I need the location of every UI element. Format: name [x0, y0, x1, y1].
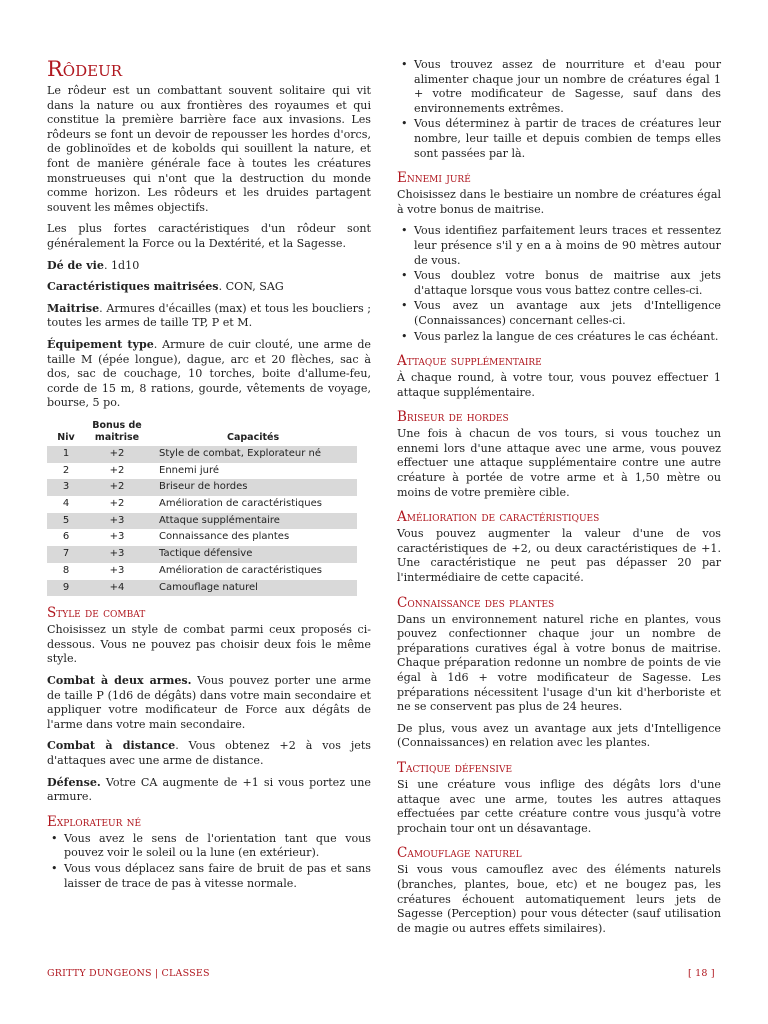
attaque-text: À chaque round, à votre tour, vous pouvez effectuer 1 attaque supplémentaire. — [397, 371, 721, 399]
footer-left: GRITTY DUNGEONS | CLASSES — [47, 968, 210, 979]
page-number: [ 18 ] — [688, 968, 715, 979]
list-item: • Vous doublez votre bonus de maitrise aux jets d'attaque lorsque vous vous battez contre celles-ci. — [397, 269, 721, 298]
list-item: • Vous avez un avantage aux jets d'Intelligence (Connaissances) concernant celles-ci. — [397, 299, 721, 328]
table-row: 8 +3 Amélioration de caractéristiques — [62, 564, 322, 576]
briseur-text: Une fois à chacun de vos tours, si vous touchez un ennemi lors d'une attaque avec une arme, vous pouvez effectuer une attaque supplémentaire contre une autre créature à portée de votre arme et à 1,50 mètre ou moins de votre première cible. — [397, 427, 721, 499]
table-row: 3 +2 Briseur de hordes — [47, 479, 357, 496]
section-heading-ennemi: Ennemi juré — [397, 170, 471, 187]
section-heading-amelioration: Amélioration de caractéristiques — [397, 509, 600, 526]
section-heading-plantes: Connaissance des plantes — [397, 594, 555, 611]
table-row: 6 +3 Connaissance des plantes — [62, 531, 290, 543]
stat-label: Caractéristiques maitrisées — [47, 280, 219, 294]
table-row: 1 +2 Style de combat, Explorateur né — [47, 446, 357, 463]
page-title: Rôdeur — [47, 57, 123, 81]
table-row: 9 +4 Camouflage naturel — [47, 580, 357, 597]
table-row: 7 +3 Tactique défensive — [47, 546, 357, 563]
stat-label: Dé de vie — [47, 258, 104, 272]
plantes-text: De plus, vous avez un avantage aux jets d'Intelligence (Connaissances) en relation avec les plantes. — [397, 721, 721, 750]
section-heading-explorateur: Explorateur né — [47, 813, 142, 830]
table-row: 5 +3 Attaque supplémentaire — [47, 513, 357, 530]
amelioration-text: Vous pouvez augmenter la valeur d'une de vos caractéristiques de +2, ou deux caractéristiques de +1. Une caractéristique ne peut pas dépasser 20 par l'intermédiaire de cette capacité. — [397, 527, 721, 585]
intro-paragraph: Les plus fortes caractéristiques d'un rôdeur sont généralement la Force ou la Dextérité, et la Sagesse. — [47, 222, 371, 250]
stat-label: Équipement type — [47, 337, 154, 351]
camouflage-text: Si vous vous camouflez avec des éléments naturels (branches, plantes, boue, etc) et ne bougez pas, les créatures échouent automatiquement leurs jets de Sagesse (Perception) pour vous détecter (sauf utilisation de magie ou autres effets similaires). — [397, 863, 721, 935]
style-option: Combat à distance. Vous obtenez +2 à vos jets d'attaques avec une arme de distance. — [47, 739, 371, 767]
explorateur-list — [47, 832, 371, 891]
list-item: • Vous vous déplacez sans faire de bruit de pas et sans laisser de trace de pas à vitesse normale. — [47, 862, 371, 891]
stat-label: Maitrise — [47, 301, 100, 315]
section-heading-attaque: Attaque supplémentaire — [397, 353, 542, 370]
stat-equipment: Équipement type. Armure de cuir clouté, une arme de taille M (épée longue), dague, arc et 20 flèches, sac à dos, sac de couchage, 10 torches, boite d'allume-feu, corde de 15 m, 8 rations, gourde, vêtements de voyage, bourse, 5 po. — [47, 337, 372, 410]
explorateur-list-continued — [397, 58, 721, 161]
stat-proficiency: Maitrise. Armures d'écailles (max) et tous les boucliers ; toutes les armes de taille TP, P et M. — [47, 301, 371, 330]
left-column — [47, 58, 371, 897]
section-heading-camouflage: Camouflage naturel — [397, 845, 522, 862]
table-header: Niv — [57, 431, 75, 443]
plantes-text: Dans un environnement naturel riche en plantes, vous pouvez confectionner chaque jour un nombre de préparations curatives égal à votre bonus de maitrise. Chaque préparation redonne un nombre de points de vie égal à 1d6 + votre modificateur de Sagesse. Les préparations nécessitent l'usage d'un kit d'herboriste et ne se conservent pas plus de 24 heures. — [397, 612, 721, 714]
table-row: 2 +2 Ennemi juré — [62, 464, 220, 476]
right-column — [397, 58, 721, 943]
table-header: Bonus de maitrise — [92, 419, 142, 443]
list-item: • Vous parlez la langue de ces créatures le cas échéant. — [397, 330, 721, 345]
list-item: • Vous identifiez parfaitement leurs traces et ressentez leur présence s'il y en a à moins de 90 mètres autour de vous. — [397, 224, 721, 268]
table-header: Capacités — [227, 431, 280, 443]
style-combat-intro: Choisissez un style de combat parmi ceux proposés ci-dessous. Vous ne pouvez pas choisir deux fois le même style. — [47, 623, 371, 666]
style-option: Combat à deux armes. Vous pouvez porter une arme de taille P (1d6 de dégâts) dans votre main secondaire et appliquer votre modificateur de Force aux dégâts de l'arme dans votre main secondaire. — [47, 673, 372, 731]
style-option: Défense. Votre CA augmente de +1 si vous portez une armure. — [47, 775, 371, 804]
section-heading-tactique: Tactique défensive — [397, 759, 513, 776]
list-item: • Vous déterminez à partir de traces de créatures leur nombre, leur taille et depuis combien de temps elles sont passées par là. — [397, 117, 721, 161]
list-item: • Vous trouvez assez de nourriture et d'eau pour alimenter chaque jour un nombre de créatures égal 1 + votre modificateur de Sagesse, sauf dans des environnements extrêmes. — [397, 58, 721, 116]
intro-paragraph: Le rôdeur est un combattant souvent solitaire qui vit dans la nature ou aux frontières des royaumes et qui constitue la première barrière face aux invasions. Les rôdeurs se font un devoir de repousser les hordes d'orcs, de goblinoïdes et de kobolds qui souillent la nature, et font de manière générale face à toutes les créatures monstrueuses qui n'ont que la destruction du monde comme horizon. Les rôdeurs et les druides partagent souvent les mêmes objectifs. — [47, 84, 371, 214]
ennemi-list — [397, 224, 721, 344]
section-heading-briseur: Briseur de hordes — [397, 409, 509, 426]
ennemi-intro: Choisissez dans le bestiaire un nombre de créatures égal à votre bonus de maitrise. — [397, 188, 721, 216]
table-row: 4 +2 Amélioration de caractéristiques — [62, 497, 322, 509]
stat-hit-die: Dé de vie. 1d10 — [47, 258, 140, 272]
level-table — [47, 418, 357, 596]
tactique-text: Si une créature vous inflige des dégâts lors d'une attaque avec une arme, toutes les autres attaques effectuées par cette créature contre vous jusqu'à votre prochain tour ont un désavantage. — [397, 777, 721, 835]
list-item: • Vous avez le sens de l'orientation tant que vous pouvez voir le soleil ou la lune (en extérieur). — [47, 832, 371, 861]
stat-saves: Caractéristiques maitrisées. CON, SAG — [47, 280, 284, 294]
section-heading-style-combat: Style de combat — [47, 605, 146, 622]
